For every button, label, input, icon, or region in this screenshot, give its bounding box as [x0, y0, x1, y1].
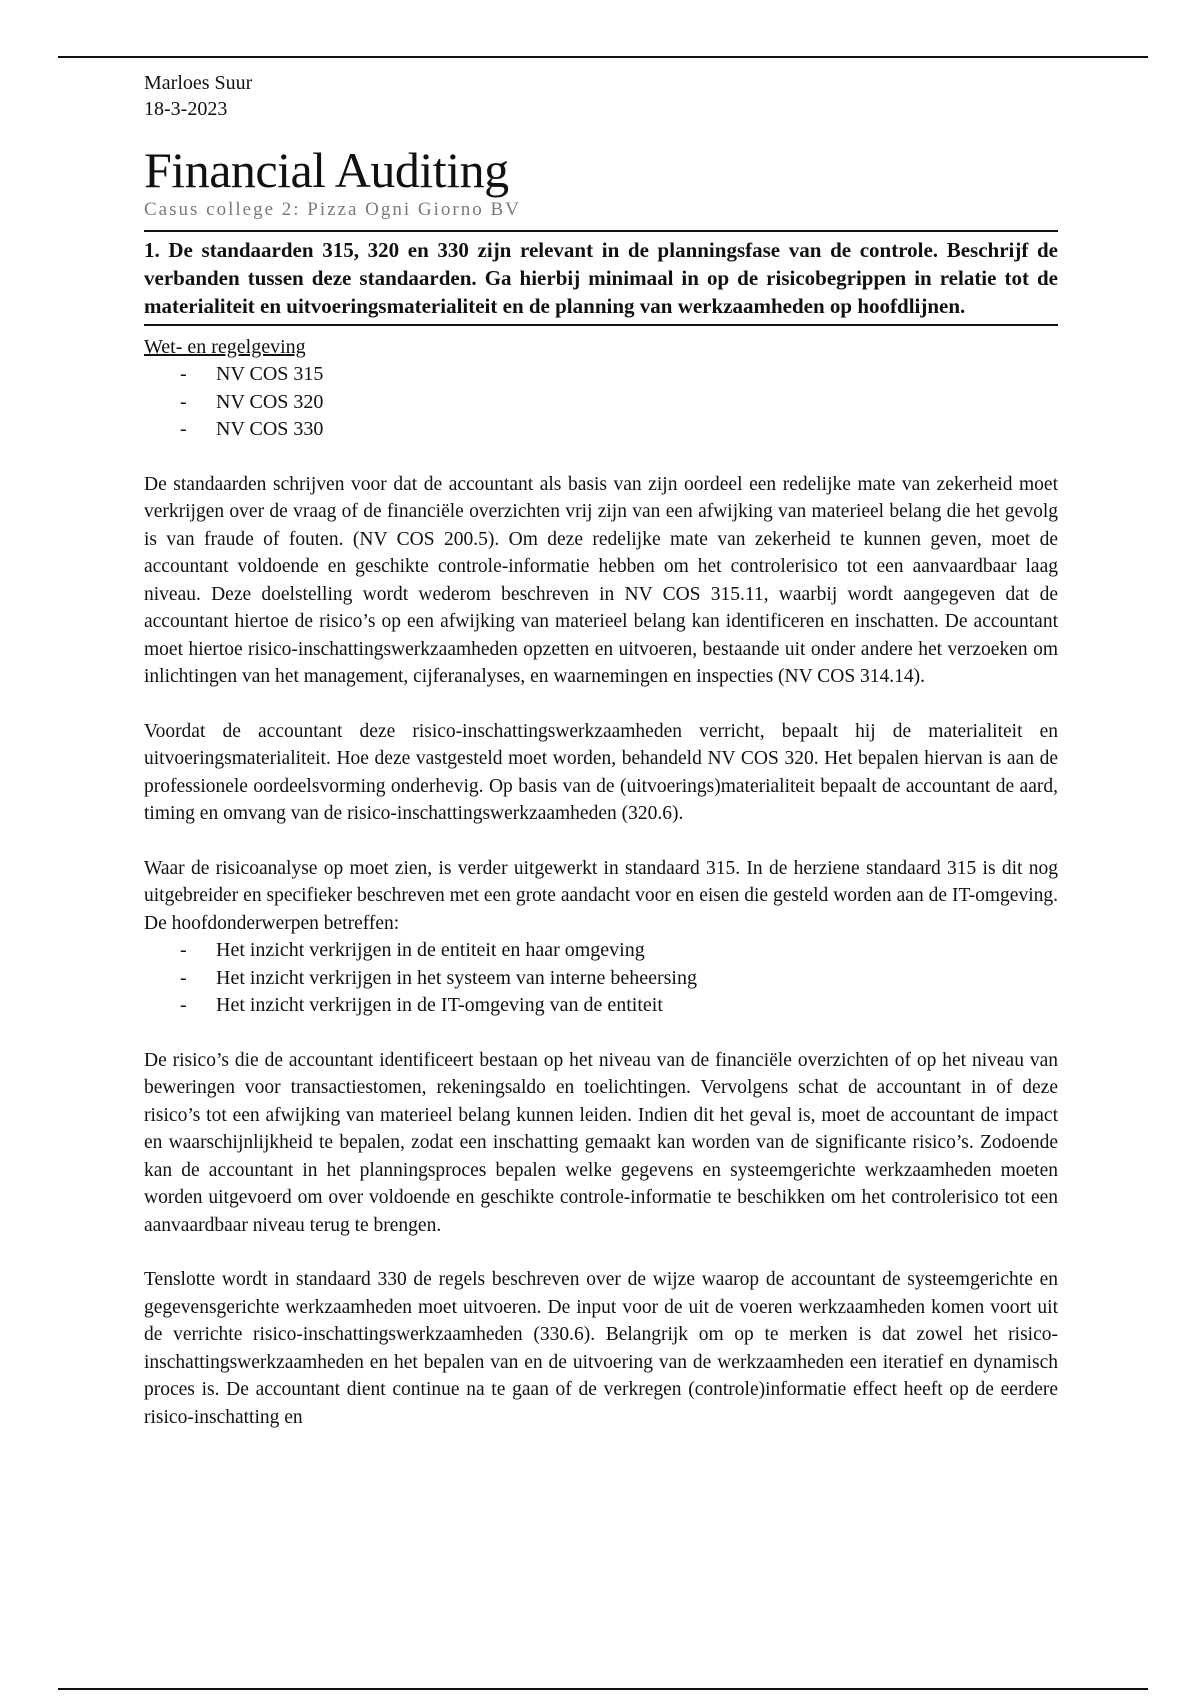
document-subtitle: Casus college 2: Pizza Ogni Giorno BV [144, 199, 521, 220]
document-date: 18-3-2023 [144, 98, 228, 120]
list-item: - NV COS 315 [180, 361, 1058, 389]
paragraph-risks: De risico’s die de accountant identificeert bestaan op het niveau van de financiële overzichten of op het niveau van beweringen voor transactiestomen, rekeningsaldo en toelichtingen. Vervolgens schat de accountant in of deze risico’s tot een afwijking van materieel belang kunnen leiden. Indien dit het geval is, moet de accountant de impact en waarschijnlijkheid te bepalen, zodat een inschatting gemaakt kan worden van de significante risico’s. Zodoende kan de accountant in het planningsproces bepalen welke gegevens en systeemgerichte werkzaamheden moeten worden uitgevoerd om over voldoende en geschikte controle-informatie te beschikken om het controlerisico tot een aanvaardbaar niveau terug te brengen. [144, 1049, 1058, 1236]
paragraph-standards: De standaarden schrijven voor dat de accountant als basis van zijn oordeel een redelijke mate van zekerheid moet verkrijgen over de vraag of de financiële overzichten vrij zijn van een afwijking van materieel belang die het gevolg is van fraude of fouten. (NV COS 200.5). Om deze redelijke mate van zekerheid te kunnen geven, moet de accountant voldoende en geschikte controle-informatie hebben om het controlerisico tot een aanvaardbaar laag niveau. Deze doelstelling wordt wederom beschreven in NV COS 315.11, waarbij wordt aangegeven dat de accountant hiertoe de risico’s op een afwijking van materieel belang kan identificeren en inschatten. De accountant moet hiertoe risico-inschattingswerkzaamheden opzetten en uitvoeren, bestaande uit onder andere het verzoeken om inlichtingen van het management, cijferanalyses, en waarnemingen en inspecties (NV COS 314.14). [144, 473, 1058, 687]
question-1: 1. De standaarden 315, 320 en 330 zijn relevant in de planningsfase van de controle. Beschrijf de verbanden tussen deze standaarden. Ga hierbij minimaal in op de risicobegrippen in relatie tot de materialiteit en uitvoeringsmaterialiteit en de planning van werkzaamheden op hoofdlijnen. [144, 230, 1058, 326]
paragraph-risk-analysis: Waar de risicoanalyse op moet zien, is verder uitgewerkt in standaard 315. In de herziene standaard 315 is dit nog uitgebreider en specifieker beschreven met een grote aandacht voor en eisen die gesteld worden aan de IT-omgeving. De hoofdonderwerpen betreffen: [144, 857, 1058, 934]
list-item: - Het inzicht verkrijgen in de IT-omgeving van de entiteit [180, 992, 1058, 1020]
paragraph-standard-330: Tenslotte wordt in standaard 330 de regels beschreven over de wijze waarop de accountant de systeemgerichte en gegevensgerichte werkzaamheden moet uitvoeren. De input voor de uit de voeren werkzaamheden komen voort uit de verrichte risico-inschattingswerkzaamheden (330.6). Belangrijk om op te merken is dat zowel het risico-inschattingswerkzaamheden en het bepalen van en de uitvoering van de werkzaamheden een iteratief en dynamisch proces is. De accountant dient continue na te gaan of de verkregen (controle)informatie effect heeft op de eerdere risico-inschatting en [144, 1269, 1058, 1428]
document-title: Financial Auditing [144, 142, 509, 198]
list-item: - Het inzicht verkrijgen in het systeem van interne beheersing [180, 965, 1058, 993]
paragraph-materiality: Voordat de accountant deze risico-inschattingswerkzaamheden verricht, bepaalt hij de materialiteit en uitvoeringsmaterialiteit. Hoe deze vastgesteld moet worden, behandeld NV COS 320. Het bepalen hiervan is aan de professionele oordeelsvorming onderhevig. Op basis van de (uitvoerings)materialiteit bepaalt de accountant de aard, timing en omvang van de risico-inschattingswerkzaamheden (320.6). [144, 720, 1058, 824]
author-name: Marloes Suur [144, 72, 253, 94]
list-item: - NV COS 320 [180, 389, 1058, 417]
topics-list [144, 937, 1058, 1020]
list-item: - NV COS 330 [180, 416, 1058, 444]
page-bottom-rule [58, 1688, 1148, 1690]
regulation-list [144, 361, 1058, 444]
regulation-heading: Wet- en regelgeving [144, 336, 306, 358]
list-item: - Het inzicht verkrijgen in de entiteit en haar omgeving [180, 937, 1058, 965]
page-top-rule [58, 56, 1148, 58]
document-body [144, 70, 1058, 1431]
